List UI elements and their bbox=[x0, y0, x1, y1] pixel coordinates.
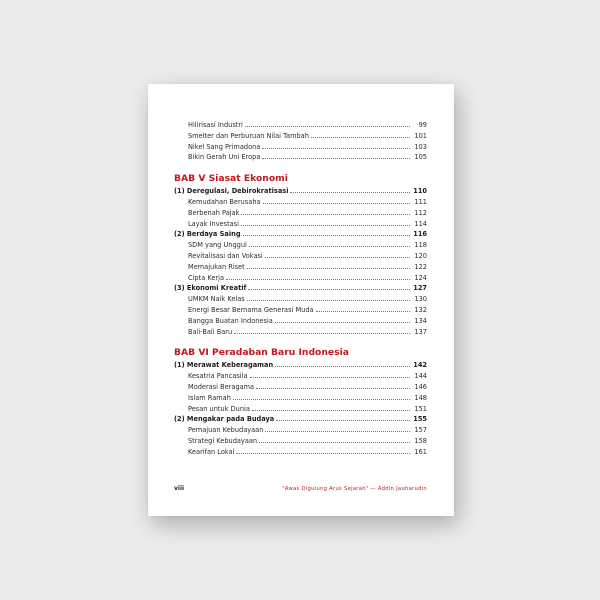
dot-leader bbox=[241, 214, 410, 215]
dot-leader bbox=[265, 431, 410, 432]
book-page bbox=[148, 84, 454, 516]
toc-entry-page: 112 bbox=[414, 208, 427, 217]
toc-entry-page: 155 bbox=[413, 415, 427, 424]
toc-entry-page: 134 bbox=[414, 316, 427, 325]
dot-leader bbox=[311, 137, 410, 138]
toc-entry-page: 116 bbox=[413, 230, 427, 239]
toc-entry-label: (1) Merawat Keberagaman bbox=[174, 361, 274, 370]
toc-section-entry bbox=[174, 229, 427, 240]
toc-entry-label: Memajukan Riset bbox=[188, 262, 245, 271]
toc-entry bbox=[174, 262, 427, 273]
toc-entry-page: 142 bbox=[413, 361, 427, 370]
toc-entry-label: Moderasi Beragama bbox=[188, 382, 255, 391]
toc-chapter-6 bbox=[174, 347, 427, 457]
toc-entry-label: Kearifan Lokal bbox=[188, 447, 235, 456]
dot-leader bbox=[290, 192, 410, 193]
dot-leader bbox=[276, 420, 410, 421]
chapter-heading: BAB VI Peradaban Baru Indonesia bbox=[174, 347, 349, 359]
toc-entry-label: (3) Ekonomi Kreatif bbox=[174, 284, 247, 293]
toc-entry-page: 111 bbox=[414, 197, 427, 206]
toc-entry-page: 130 bbox=[414, 295, 427, 304]
toc-entry bbox=[174, 382, 427, 393]
toc-intro-section bbox=[174, 120, 427, 163]
toc-entry bbox=[174, 197, 427, 208]
toc-entry bbox=[174, 436, 427, 447]
toc-entry-page: 151 bbox=[414, 404, 427, 413]
dot-leader bbox=[247, 268, 410, 269]
toc-entry-page: 103 bbox=[414, 142, 427, 151]
toc-entry-page: 127 bbox=[413, 284, 427, 293]
toc-entry-label: Berbenah Pajak bbox=[188, 208, 240, 217]
toc-entry bbox=[174, 447, 427, 458]
toc-entry bbox=[174, 327, 427, 338]
dot-leader bbox=[265, 257, 410, 258]
dot-leader bbox=[236, 453, 410, 454]
toc-entry bbox=[174, 305, 427, 316]
toc-entry-label: (2) Mengakar pada Budaya bbox=[174, 415, 275, 424]
toc-section-entry bbox=[174, 283, 427, 294]
toc-entry-label: Bangga Buatan Indonesia bbox=[188, 316, 273, 325]
dot-leader bbox=[247, 300, 410, 301]
toc-entry-label: Kemudahan Berusaha bbox=[188, 197, 261, 206]
dot-leader bbox=[252, 410, 410, 411]
dot-leader bbox=[249, 246, 410, 247]
toc-entry bbox=[174, 131, 427, 142]
dot-leader bbox=[243, 235, 410, 236]
dot-leader bbox=[250, 377, 411, 378]
toc-entry bbox=[174, 251, 427, 262]
dot-leader bbox=[245, 126, 410, 127]
dot-leader bbox=[275, 322, 410, 323]
toc-entry-label: Cipta Kerja bbox=[188, 273, 224, 282]
toc-entry-page: 110 bbox=[413, 187, 427, 196]
toc-section-entry bbox=[174, 360, 427, 371]
toc-entry-label: Nikel Sang Primadona bbox=[188, 142, 261, 151]
page-footer bbox=[174, 485, 427, 492]
toc-entry-label: Smelter dan Perburuan Nilai Tambah bbox=[188, 131, 309, 140]
toc-chapter-5 bbox=[174, 173, 427, 337]
dot-leader bbox=[262, 158, 410, 159]
toc-entry-label: (1) Deregulasi, Debirokratisasi bbox=[174, 187, 289, 196]
toc-entry bbox=[174, 240, 427, 251]
toc-entry-label: Pemajuan Kebudayaan bbox=[188, 426, 264, 435]
toc-entry-label: Islam Ramah bbox=[188, 393, 231, 402]
toc-entry-page: 114 bbox=[414, 219, 427, 228]
toc-entry-page: 146 bbox=[414, 382, 427, 391]
toc-entry bbox=[174, 404, 427, 415]
toc-entry-page: 118 bbox=[414, 241, 427, 250]
toc-entry bbox=[174, 142, 427, 153]
dot-leader bbox=[262, 148, 410, 149]
toc-entry-page: 158 bbox=[414, 436, 427, 445]
toc-entry-label: Energi Besar Bernama Generasi Muda bbox=[188, 305, 314, 314]
dot-leader bbox=[226, 279, 410, 280]
toc-entry bbox=[174, 120, 427, 131]
toc-entry bbox=[174, 425, 427, 436]
toc-entry-label: Strategi Kebudayaan bbox=[188, 436, 258, 445]
toc-entry bbox=[174, 316, 427, 327]
toc-section-entry bbox=[174, 186, 427, 197]
toc-entry bbox=[174, 371, 427, 382]
toc-section-entry bbox=[174, 414, 427, 425]
dot-leader bbox=[241, 225, 410, 226]
toc-entry-page: 120 bbox=[414, 251, 427, 260]
toc-entry bbox=[174, 294, 427, 305]
running-title: "Awas Digulung Arus Sejarah" — Addin Jauharudin bbox=[282, 486, 427, 492]
toc-entry bbox=[174, 152, 427, 163]
toc-entry-page: 148 bbox=[414, 393, 427, 402]
dot-leader bbox=[259, 442, 410, 443]
toc-entry-label: UMKM Naik Kelas bbox=[188, 295, 245, 304]
toc-entry bbox=[174, 208, 427, 219]
toc-entry-page: 124 bbox=[414, 273, 427, 282]
toc-entry-page: 99 bbox=[418, 121, 427, 129]
toc-entry bbox=[174, 393, 427, 404]
toc-entry-label: SDM yang Unggul bbox=[188, 241, 247, 250]
dot-leader bbox=[316, 311, 410, 312]
toc-entry bbox=[174, 273, 427, 284]
dot-leader bbox=[248, 289, 410, 290]
dot-leader bbox=[275, 366, 410, 367]
toc-entry-page: 144 bbox=[414, 372, 427, 381]
toc-entry-label: Bali-Bali Baru bbox=[188, 327, 233, 336]
toc-entry-page: 101 bbox=[414, 131, 427, 140]
toc-entry-label: Revitalisasi dan Vokasi bbox=[188, 251, 263, 260]
toc-entry bbox=[174, 219, 427, 230]
toc-entry-label: Hilirisasi Industri bbox=[188, 121, 243, 129]
toc-entry-page: 122 bbox=[414, 262, 427, 271]
page-number: viii bbox=[174, 485, 185, 492]
dot-leader bbox=[234, 333, 410, 334]
toc-entry-label: Bikin Gerah Uni Eropa bbox=[188, 153, 261, 162]
toc-entry-label: Kesatria Pancasila bbox=[188, 372, 248, 381]
dot-leader bbox=[256, 388, 410, 389]
toc-entry-label: Layak Investasi bbox=[188, 219, 239, 228]
toc-entry-page: 105 bbox=[414, 153, 427, 162]
toc-entry-page: 137 bbox=[414, 327, 427, 336]
dot-leader bbox=[263, 203, 410, 204]
toc-entry-page: 132 bbox=[414, 305, 427, 314]
toc-entry-page: 157 bbox=[414, 426, 427, 435]
toc-entry-page: 161 bbox=[414, 447, 427, 456]
toc-entry-label: Pesan untuk Dunia bbox=[188, 404, 250, 413]
dot-leader bbox=[233, 399, 410, 400]
toc-entry-label: (2) Berdaya Saing bbox=[174, 230, 241, 239]
chapter-heading: BAB V Siasat Ekonomi bbox=[174, 173, 288, 185]
table-of-contents bbox=[174, 120, 427, 458]
